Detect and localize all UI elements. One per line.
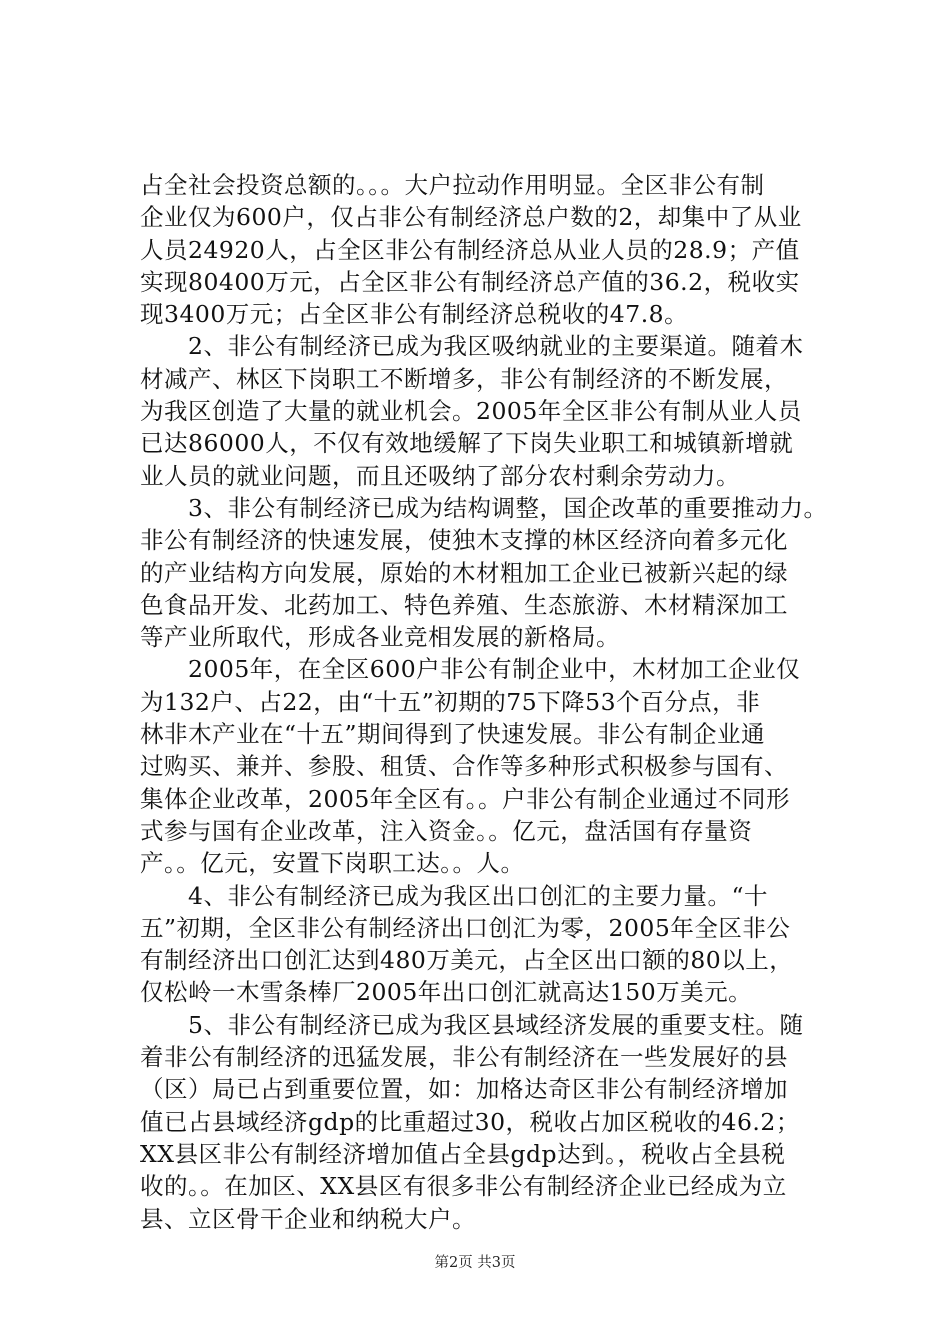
text-line: 占全社会投资总额的。。。大户拉动作用明显。全区非公有制 (140, 171, 765, 199)
text-line: 非公有制经济的快速发展，使独木支撑的林区经济向着多元化 (140, 526, 788, 555)
text-line: 值已占县域经济gdp的比重超过30，税收占加区税收的46.2； (140, 1107, 800, 1136)
text-line: 已达86000人，不仅有效地缓解了下岗失业职工和城镇新增就 (140, 429, 794, 458)
text-line: 2、非公有制经济已成为我区吸纳就业的主要渠道。随着木 (140, 332, 804, 361)
text-line: 着非公有制经济的迅猛发展，非公有制经济在一些发展好的县 (140, 1043, 788, 1072)
text-line: 县、立区骨干企业和纳税大户。 (140, 1204, 476, 1233)
text-line: 过购买、兼并、参股、租赁、合作等多种形式积极参与国有、 (140, 752, 788, 781)
text-line: 的产业结构方向发展，原始的木材粗加工企业已被新兴起的绿 (140, 558, 788, 587)
text-line: 收的。。在加区、XX县区有很多非公有制经济企业已经成为立 (140, 1172, 787, 1201)
page-number-footer: 第2页 共3页 (434, 1255, 516, 1271)
text-line: 色食品开发、北药加工、特色养殖、生态旅游、木材精深加工 (140, 590, 788, 619)
text-line: 林非木产业在“十五”期间得到了快速发展。非公有制企业通 (140, 720, 766, 749)
text-line: XX县区非公有制经济增加值占全县gdp达到。，税收占全县税 (140, 1139, 786, 1168)
text-line: 产。。亿元，安置下岗职工达。。人。 (140, 849, 525, 878)
text-line: 实现80400万元，占全区非公有制经济总产值的36.2，税收实 (140, 267, 800, 296)
text-line: 等产业所取代，形成各业竞相发展的新格局。 (140, 623, 620, 652)
text-line: 为我区创造了大量的就业机会。2005年全区非公有制从业人员 (140, 397, 802, 426)
text-line: 现3400万元；占全区非公有制经济总税收的47.8。 (140, 300, 689, 329)
text-line: 仅松岭一木雪条棒厂2005年出口创汇就高达150万美元。 (140, 978, 753, 1007)
text-line: 人员24920人，占全区非公有制经济总从业人员的28.9；产值 (140, 235, 800, 264)
text-line: 2005年，在全区600户非公有制企业中，木材加工企业仅 (140, 655, 801, 684)
text-line: 5、非公有制经济已成为我区县域经济发展的重要支柱。随 (140, 1010, 804, 1039)
text-line: 五”初期，全区非公有制经济出口创汇为零，2005年全区非公 (140, 913, 791, 942)
text-line: 3、非公有制经济已成为结构调整，国企改革的重要推动力。 (140, 493, 828, 522)
text-line: 有制经济出口创汇达到480万美元，占全区出口额的80以上， (140, 946, 794, 975)
document-body (140, 169, 830, 1235)
text-line: （区）局已占到重要位置，如：加格达奇区非公有制经济增加 (140, 1075, 788, 1104)
text-line: 集体企业改革，2005年全区有。。户非公有制企业通过不同形 (140, 784, 791, 813)
text-line: 企业仅为600户，仅占非公有制经济总户数的2，却集中了从业 (140, 203, 802, 232)
text-line: 材减产、林区下岗职工不断增多，非公有制经济的不断发展， (140, 364, 788, 393)
text-line: 式参与国有企业改革，注入资金。。亿元，盘活国有存量资 (140, 816, 753, 845)
text-line: 为132户、占22，由“十五”初期的75下降53个百分点，非 (140, 687, 761, 716)
text-line: 业人员的就业问题，而且还吸纳了部分农村剩余劳动力。 (140, 461, 740, 490)
text-line: 4、非公有制经济已成为我区出口创汇的主要力量。“十 (140, 881, 768, 910)
